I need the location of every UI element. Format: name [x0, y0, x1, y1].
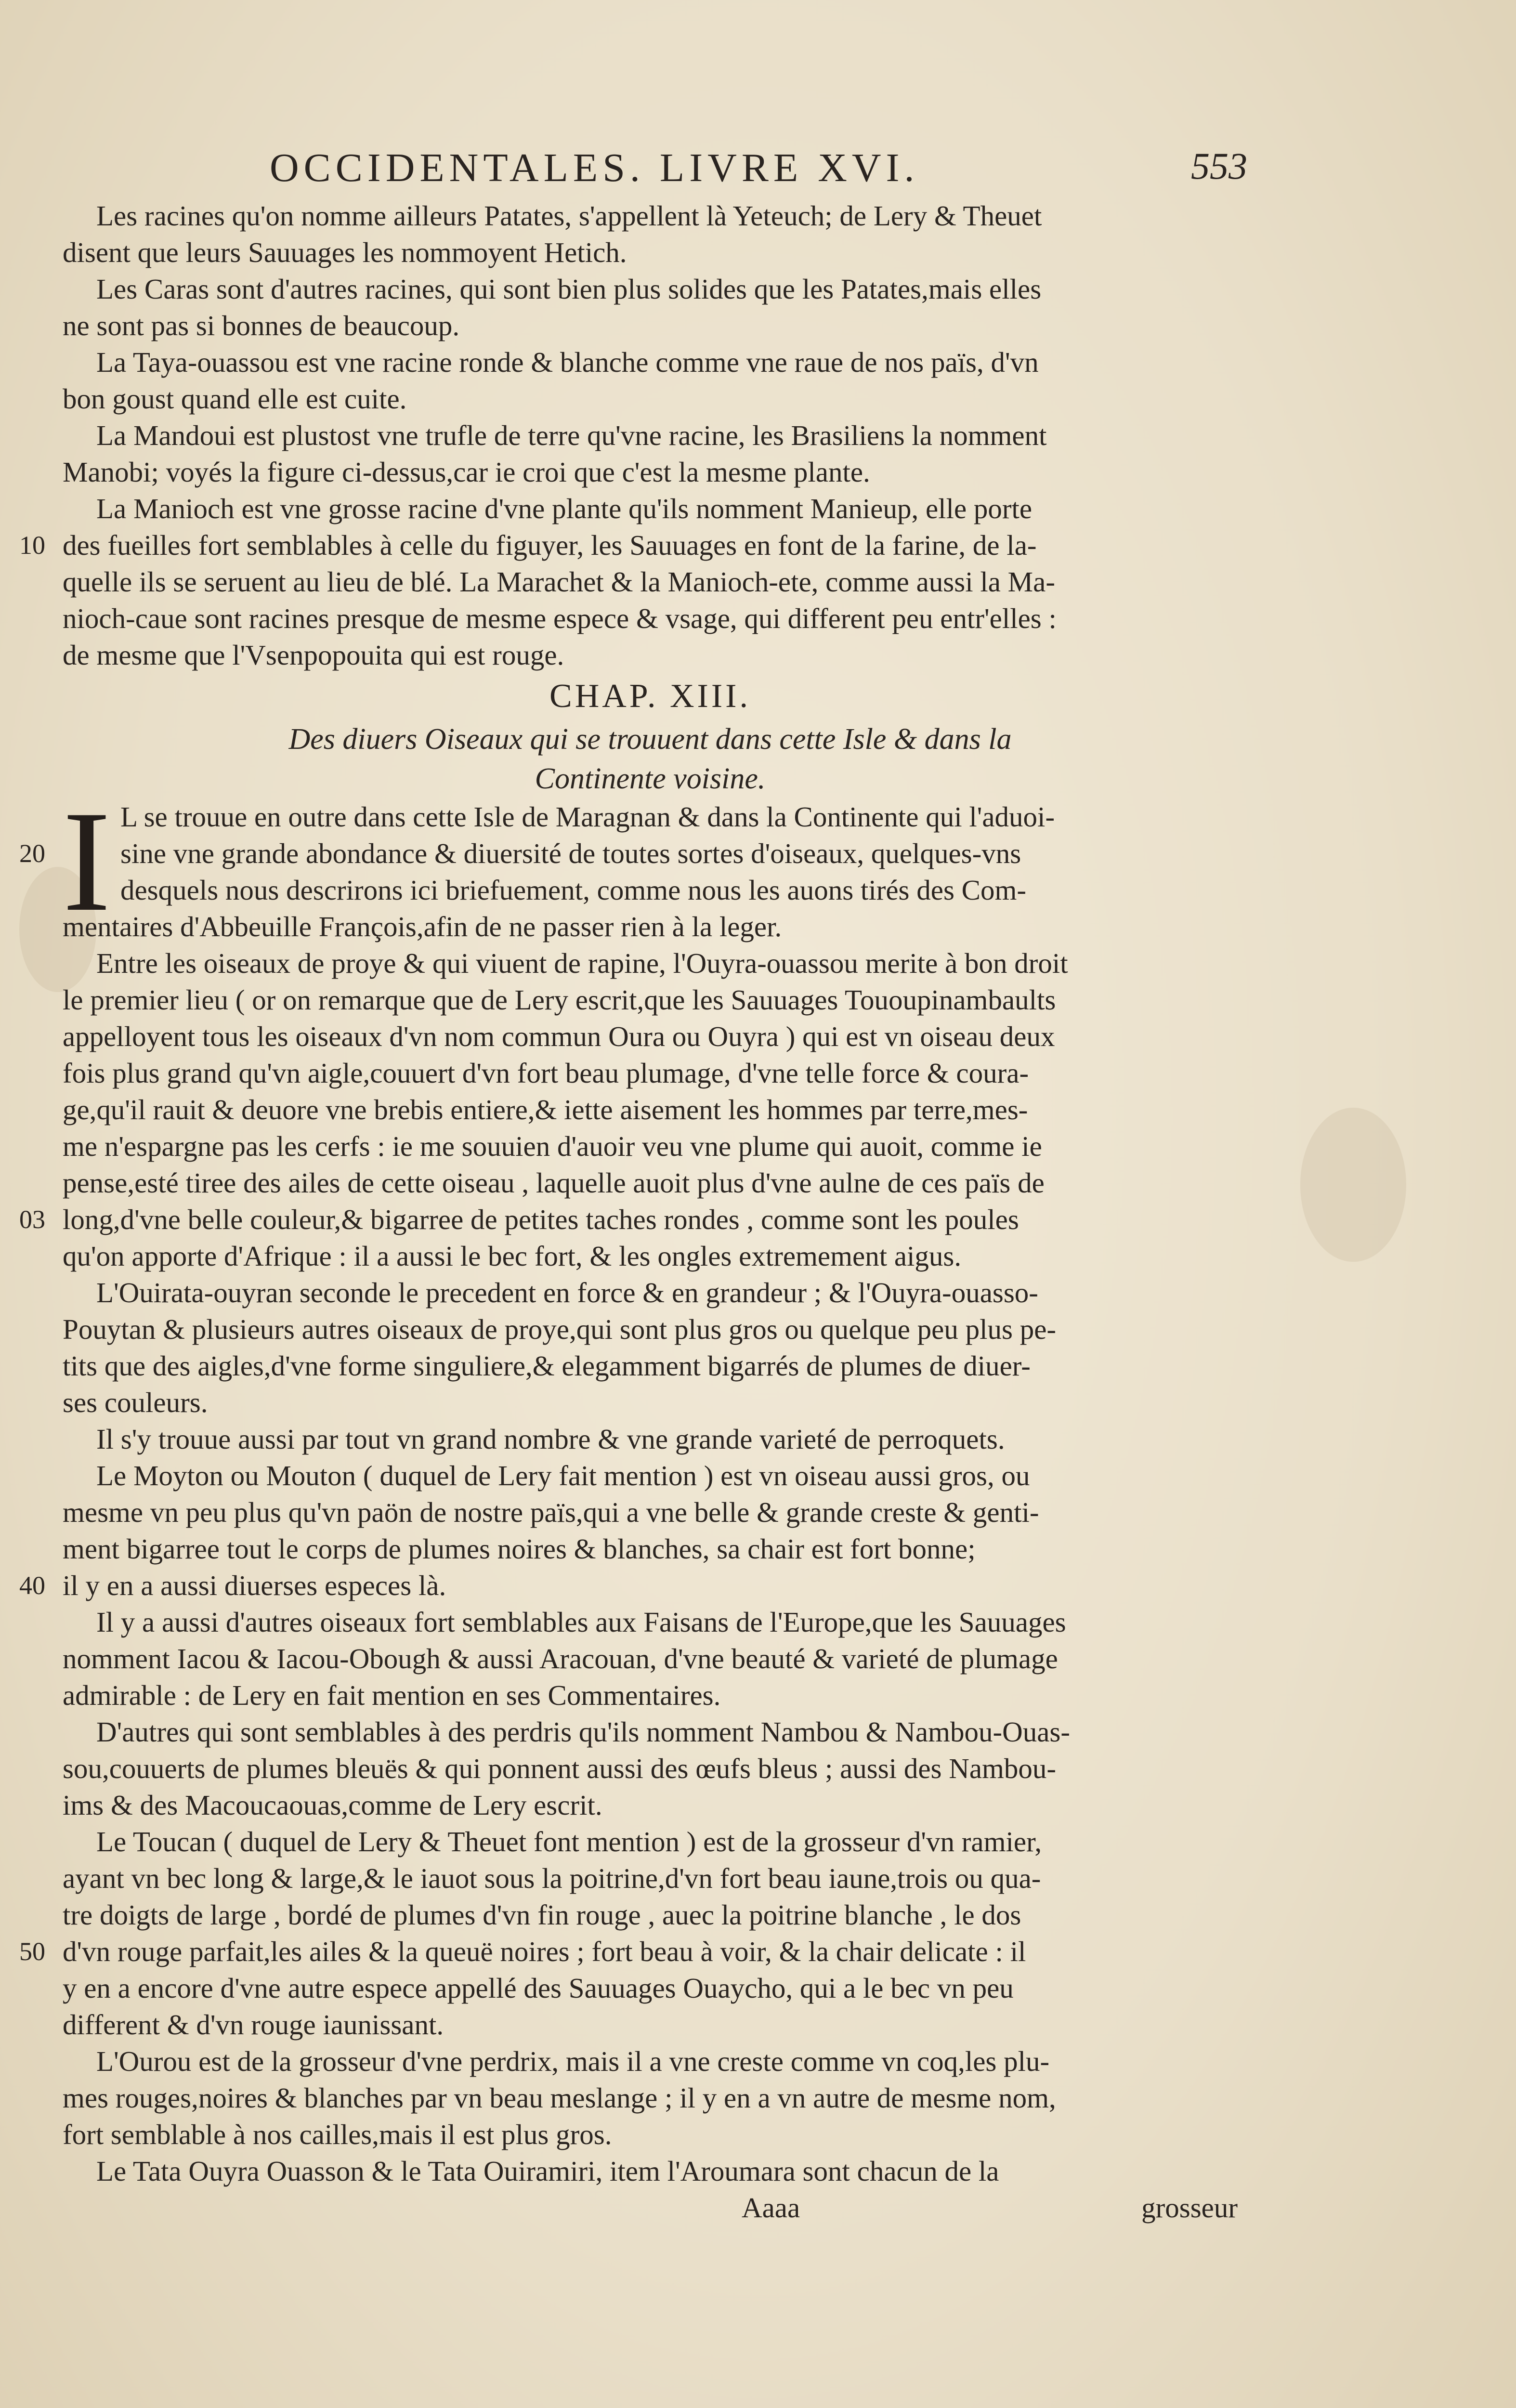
line-text: Les Caras sont d'autres racines, qui sont bien plus solides que les Patates,mais elles — [96, 273, 1042, 305]
line-text: La Taya-ouassou est vne racine ronde & blanche comme vne raue de nos païs, d'vn — [96, 346, 1039, 378]
line-text: Entre les oiseaux de proye & qui viuent de rapine, l'Ouyra-ouassou merite à bon droit — [96, 947, 1068, 979]
text-line — [63, 1274, 1238, 1311]
line-text: ses couleurs. — [63, 1387, 208, 1418]
line-text: Manobi; voyés la figure ci-dessus,car ie croi que c'est la mesme plante. — [63, 456, 870, 488]
text-line — [63, 1714, 1238, 1750]
line-text: de mesme que l'Vsenpopouita qui est rouge. — [63, 639, 564, 671]
page-body — [19, 197, 1238, 2226]
signature-mark: Aaaa — [742, 2192, 800, 2224]
line-text: L se trouue en outre dans cette Isle de Maragnan & dans la Continente qui l'aduoi- — [120, 801, 1055, 833]
line-text: ne sont pas si bonnes de beaucoup. — [63, 310, 460, 341]
text-line — [63, 1604, 1238, 1640]
text-line — [19, 835, 1238, 872]
line-text: sou,couuerts de plumes bleuës & qui ponnent aussi des œufs bleus ; aussi des Nambou- — [63, 1753, 1057, 1784]
line-number: 20 — [19, 839, 45, 868]
text-line — [63, 2080, 1238, 2116]
line-text: appelloyent tous les oiseaux d'vn nom commun Oura ou Ouyra ) qui est vn oiseau deux — [63, 1021, 1055, 1052]
line-number: 03 — [19, 1205, 45, 1234]
line-text: fois plus grand qu'vn aigle,couuert d'vn fort beau plumage, d'vne telle force & coura- — [63, 1057, 1029, 1089]
text-line — [19, 1201, 1238, 1238]
line-number: 40 — [19, 1571, 45, 1600]
line-text: Les racines qu'on nomme ailleurs Patates, s'appellent là Yeteuch; de Lery & Theuet — [96, 200, 1042, 232]
text-line — [63, 2116, 1238, 2153]
text-line — [63, 908, 1238, 945]
text-line — [63, 1494, 1238, 1531]
line-text: le premier lieu ( or on remarque que de Lery escrit,que les Sauuages Tououpinambaults — [63, 984, 1056, 1016]
line-text: d'vn rouge parfait,les ailes & la queuë noires ; fort beau à voir, & la chair delicate : il — [63, 1936, 1026, 1967]
text-line — [63, 637, 1238, 673]
line-text: fort semblable à nos cailles,mais il est plus gros. — [63, 2119, 612, 2150]
text-line — [63, 1457, 1238, 1494]
line-text: ayant vn bec long & large,& le iauot sous la poitrine,d'vn fort beau iaune,trois ou qua- — [63, 1862, 1041, 1894]
text-line — [19, 1567, 1238, 1604]
line-text: pense,esté tiree des ailes de cette oiseau , laquelle auoit plus d'vne aulne de ces païs de — [63, 1167, 1045, 1199]
text-line — [63, 490, 1238, 527]
line-text: quelle ils se seruent au lieu de blé. La Marachet & la Manioch-ete, comme aussi la Ma- — [63, 566, 1055, 598]
line-text: admirable : de Lery en fait mention en ses Commentaires. — [63, 1679, 721, 1711]
line-text: Il y a aussi d'autres oiseaux fort semblables aux Faisans de l'Europe,que les Sauuages — [96, 1606, 1066, 1638]
text-line — [63, 1055, 1238, 1091]
text-line — [19, 1933, 1238, 1970]
line-text: Le Moyton ou Mouton ( duquel de Lery fait mention ) est vn oiseau aussi gros, ou — [96, 1460, 1030, 1492]
text-line — [63, 417, 1238, 454]
line-text: bon goust quand elle est cuite. — [63, 383, 407, 415]
line-text: Il s'y trouue aussi par tout vn grand nombre & vne grande varieté de perroquets. — [96, 1423, 1005, 1455]
text-line — [63, 1018, 1238, 1055]
text-line — [63, 1421, 1238, 1457]
text-line — [63, 2043, 1238, 2080]
line-text: mesme vn peu plus qu'vn paön de nostre païs,qui a vne belle & grande creste & genti- — [63, 1496, 1039, 1528]
page-footer — [63, 2189, 1238, 2226]
text-line — [63, 1384, 1238, 1421]
text-line — [63, 271, 1238, 307]
text-line — [63, 982, 1238, 1018]
text-line — [63, 798, 1238, 835]
line-text: different & d'vn rouge iaunissant. — [63, 2009, 444, 2041]
line-text: y en a encore d'vne autre espece appellé des Sauuages Ouaycho, qui a le bec vn peu — [63, 1972, 1014, 2004]
text-line — [63, 1897, 1238, 1933]
chapter-heading: CHAP. XIII. — [549, 678, 751, 715]
text-line — [63, 1677, 1238, 1714]
line-text: La Mandoui est plustost vne trufle de terre qu'vne racine, les Brasiliens la nomment — [96, 419, 1047, 451]
text-line — [63, 1238, 1238, 1274]
line-text: Pouytan & plusieurs autres oiseaux de proye,qui sont plus gros ou quelque peu plus pe- — [63, 1313, 1057, 1345]
text-line — [63, 1640, 1238, 1677]
line-text: Le Tata Ouyra Ouasson & le Tata Ouiramiri, item l'Aroumara sont chacun de la — [96, 2155, 999, 2187]
chapter-title-line-2: Continente voisine. — [535, 762, 766, 795]
section-birds-text — [19, 908, 1238, 2189]
line-text: tits que des aigles,d'vne forme singuliere,& elegamment bigarrés de plumes de diuer- — [63, 1350, 1031, 1382]
text-line — [63, 1970, 1238, 2006]
line-text: mes rouges,noires & blanches par vn beau meslange ; il y en a vn autre de mesme nom, — [63, 2082, 1056, 2114]
line-text: des fueilles fort semblables à celle du figuyer, les Sauuages en font de la farine, de la- — [63, 529, 1037, 561]
text-line — [63, 1823, 1238, 1860]
running-title: OCCIDENTALES. LIVRE XVI. — [270, 145, 919, 190]
line-text: nioch-caue sont racines presque de mesme espece & vsage, qui different peu entr'elles : — [63, 602, 1057, 634]
line-text: nomment Iacou & Iacou-Obough & aussi Aracouan, d'vne beauté & varieté de plumage — [63, 1643, 1058, 1675]
catchword: grosseur — [1141, 2192, 1238, 2224]
text-line — [63, 2006, 1238, 2043]
line-text: D'autres qui sont semblables à des perdris qu'ils nomment Nambou & Nambou-Ouas- — [96, 1716, 1070, 1748]
text-line — [63, 1311, 1238, 1348]
text-line — [63, 1128, 1238, 1165]
line-text: sine vne grande abondance & diuersité de toutes sortes d'oiseaux, quelques-vns — [120, 838, 1021, 869]
text-line — [63, 1750, 1238, 1787]
drop-cap: I — [63, 781, 111, 941]
text-line — [63, 1091, 1238, 1128]
text-line — [63, 872, 1238, 908]
text-line — [19, 527, 1238, 563]
text-line — [63, 1860, 1238, 1897]
line-number: 10 — [19, 531, 45, 560]
line-text: mentaires d'Abbeuille François,afin de ne passer rien à la leger. — [63, 911, 782, 942]
line-text: disent que leurs Sauuages les nommoyent Hetich. — [63, 236, 627, 268]
line-text: L'Ourou est de la grosseur d'vne perdrix, mais il a vne creste comme vn coq,les plu- — [96, 2045, 1050, 2077]
text-line — [63, 1787, 1238, 1823]
running-header — [270, 144, 1247, 197]
text-line — [63, 197, 1238, 234]
chapter-title-line-1: Des diuers Oiseaux qui se trouuent dans cette Isle & dans la — [288, 723, 1012, 756]
line-text: il y en a aussi diuerses especes là. — [63, 1570, 446, 1601]
line-text: desquels nous descrirons ici briefuement, comme nous les auons tirés des Com- — [120, 874, 1027, 906]
text-line — [63, 454, 1238, 490]
line-text: L'Ouirata-ouyran seconde le precedent en force & en grandeur ; & l'Ouyra-ouasso- — [96, 1277, 1038, 1309]
line-text: me n'espargne pas les cerfs : ie me souuien d'auoir veu vne plume qui auoit, comme ie — [63, 1130, 1042, 1162]
text-line — [63, 2153, 1238, 2189]
section-roots-text — [19, 197, 1238, 673]
line-text: ment bigarree tout le corps de plumes noires & blanches, sa chair est fort bonne; — [63, 1533, 976, 1565]
line-text: La Manioch est vne grosse racine d'vne plante qu'ils nomment Manieup, elle porte — [96, 493, 1032, 524]
text-line — [63, 945, 1238, 982]
text-line — [63, 380, 1238, 417]
text-line — [63, 1348, 1238, 1384]
line-text: Le Toucan ( duquel de Lery & Theuet font mention ) est de la grosseur d'vn ramier, — [96, 1826, 1042, 1858]
text-line — [63, 563, 1238, 600]
text-line — [63, 1165, 1238, 1201]
text-line — [63, 234, 1238, 271]
text-line — [63, 307, 1238, 344]
line-text: ge,qu'il rauit & deuore vne brebis entiere,& iette aisement les hommes par terre,mes- — [63, 1094, 1028, 1125]
text-line — [63, 344, 1238, 380]
line-text: long,d'vne belle couleur,& bigarree de petites taches rondes , comme sont les poules — [63, 1204, 1019, 1235]
line-text: ims & des Macoucaouas,comme de Lery escrit. — [63, 1789, 602, 1821]
text-line — [63, 1531, 1238, 1567]
paper-stain — [1300, 1108, 1406, 1262]
line-text: qu'on apporte d'Afrique : il a aussi le bec fort, & les ongles extremement aigus. — [63, 1240, 962, 1272]
text-line — [63, 600, 1238, 637]
page-number: 553 — [1191, 145, 1247, 187]
line-number: 50 — [19, 1937, 45, 1966]
line-text: tre doigts de large , bordé de plumes d'vn fin rouge , auec la poitrine blanche , le dos — [63, 1899, 1021, 1931]
